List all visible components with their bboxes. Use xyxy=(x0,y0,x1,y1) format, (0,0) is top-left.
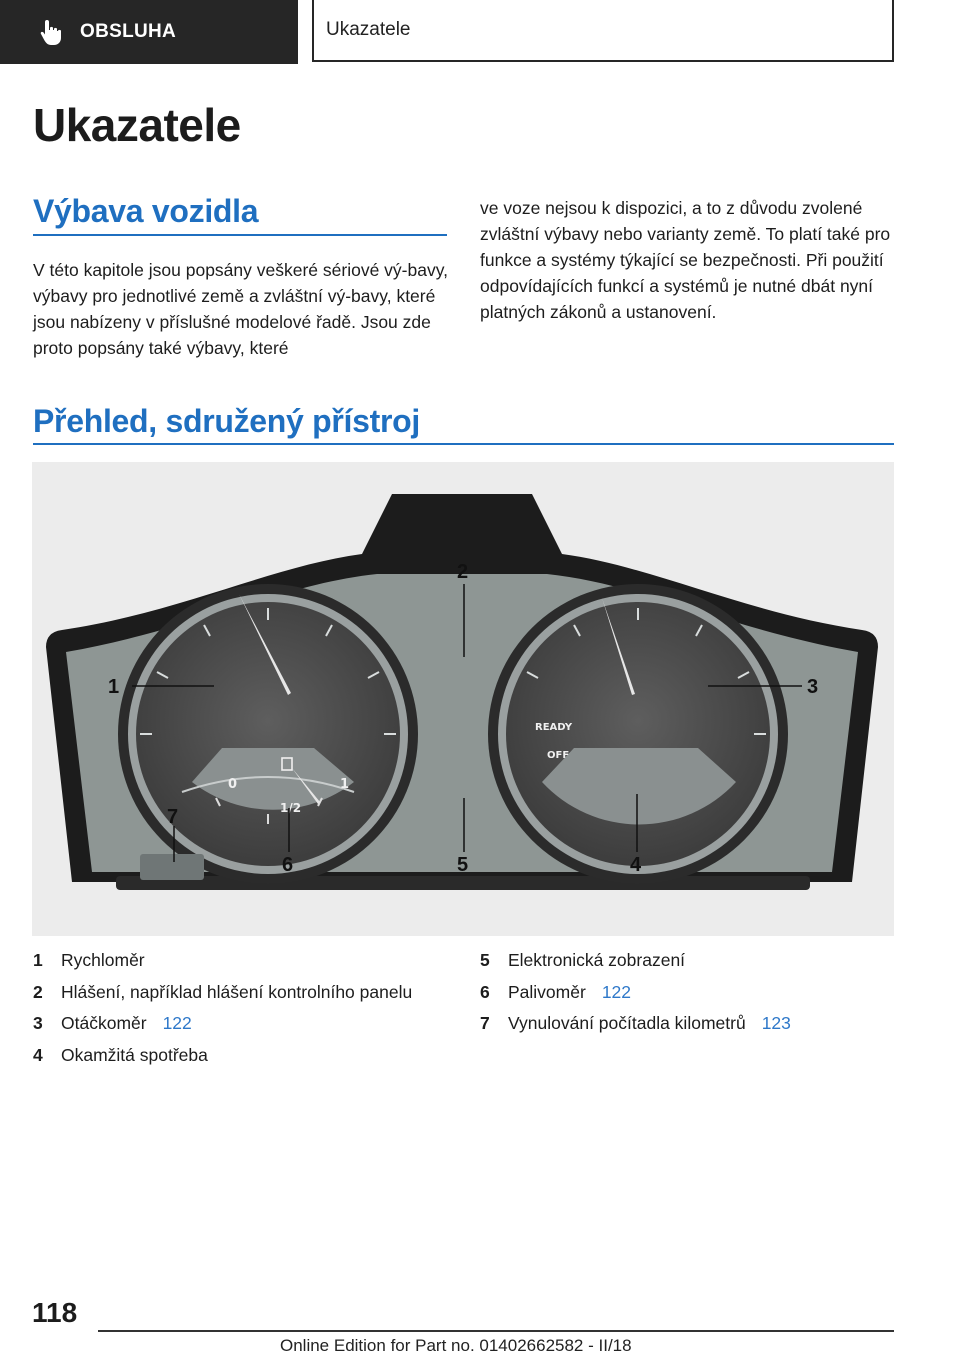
section-label: OBSLUHA xyxy=(80,21,177,42)
legend-item xyxy=(33,950,412,982)
callout-6: 6 xyxy=(282,854,294,876)
legend-number: 7 xyxy=(480,1013,490,1033)
legend-text: Otáčkoměr xyxy=(61,1013,147,1033)
chapter-header xyxy=(312,0,894,62)
legend-number: 1 xyxy=(33,950,43,970)
instrument-cluster-figure xyxy=(32,462,894,936)
legend-number: 2 xyxy=(33,981,43,1002)
legend-text: Hlášení, například hlášení kontrolního panelu xyxy=(61,981,413,1002)
legend-number: 6 xyxy=(480,981,490,1002)
page-number: 118 xyxy=(32,1297,78,1328)
ready-label: READY xyxy=(535,722,573,733)
odometer-reset-button xyxy=(140,854,204,880)
callout-7: 7 xyxy=(167,806,179,828)
legend-number: 4 xyxy=(33,1044,43,1065)
page-reference-link[interactable]: 122 xyxy=(162,1013,192,1033)
callout-2: 2 xyxy=(457,561,469,583)
callout-1: 1 xyxy=(108,676,120,698)
fuel-half-label: 1/2 xyxy=(280,801,302,815)
section-rule xyxy=(33,443,894,445)
hand-pointer-icon xyxy=(36,17,66,47)
legend-right xyxy=(480,950,791,1045)
section-heading-vybava: Výbava vozidla xyxy=(33,193,259,229)
section-rule xyxy=(33,234,447,236)
page-reference-link[interactable]: 122 xyxy=(601,981,632,1002)
paragraph-left: V této kapitole jsou popsány veškeré sériové vý‐bavy, výbavy pro jednotlivé země a zvláštní vý‐bavy, které jsou nabízeny v příslušné modelové řadě. Jsou zde proto popsány také výbavy, které xyxy=(33,260,449,358)
legend-text: Vynulování počítadla kilometrů xyxy=(508,1013,746,1033)
instrument-cluster-drawing xyxy=(32,462,894,936)
legend-text: Elektronická zobrazení xyxy=(508,950,686,970)
section-heading-prehled: Přehled, sdružený přístroj xyxy=(33,403,420,439)
section-tab xyxy=(0,0,298,64)
page-reference-link[interactable]: 123 xyxy=(761,1013,791,1033)
legend-number: 5 xyxy=(480,950,490,970)
footer-rule xyxy=(98,1330,894,1332)
paragraph-right: ve voze nejsou k dispozici, a to z důvodu zvolené zvláštní výbavy nebo varianty země. To platí také pro funkce a systémy týkající se bezpečnosti. Při použití odpovídajících funkcí a systémů je nutné dbát nyní platných zákonů a ustanovení. xyxy=(480,198,891,322)
legend-item xyxy=(33,1013,412,1045)
legend-left xyxy=(33,950,412,1076)
callout-4: 4 xyxy=(630,854,642,876)
legend-item xyxy=(480,982,791,1014)
edition-text: Online Edition for Part no. 01402662582 - II/18 xyxy=(280,1336,632,1355)
legend-text: Rychloměr xyxy=(61,950,145,970)
callout-5: 5 xyxy=(457,854,469,876)
chapter-label: Ukazatele xyxy=(326,19,411,40)
legend-number: 3 xyxy=(33,1013,43,1033)
fuel-full-label: 1 xyxy=(340,777,350,792)
legend-item xyxy=(33,982,412,1014)
off-label: OFF xyxy=(547,750,570,761)
legend-item xyxy=(480,1013,791,1045)
page-title: Ukazatele xyxy=(33,99,241,151)
legend-item xyxy=(480,950,791,982)
legend-text: Palivoměr xyxy=(508,981,586,1002)
legend-item xyxy=(33,1045,412,1077)
fuel-empty-label: 0 xyxy=(228,777,238,792)
callout-3: 3 xyxy=(807,676,819,698)
legend-text: Okamžitá spotřeba xyxy=(61,1044,208,1065)
